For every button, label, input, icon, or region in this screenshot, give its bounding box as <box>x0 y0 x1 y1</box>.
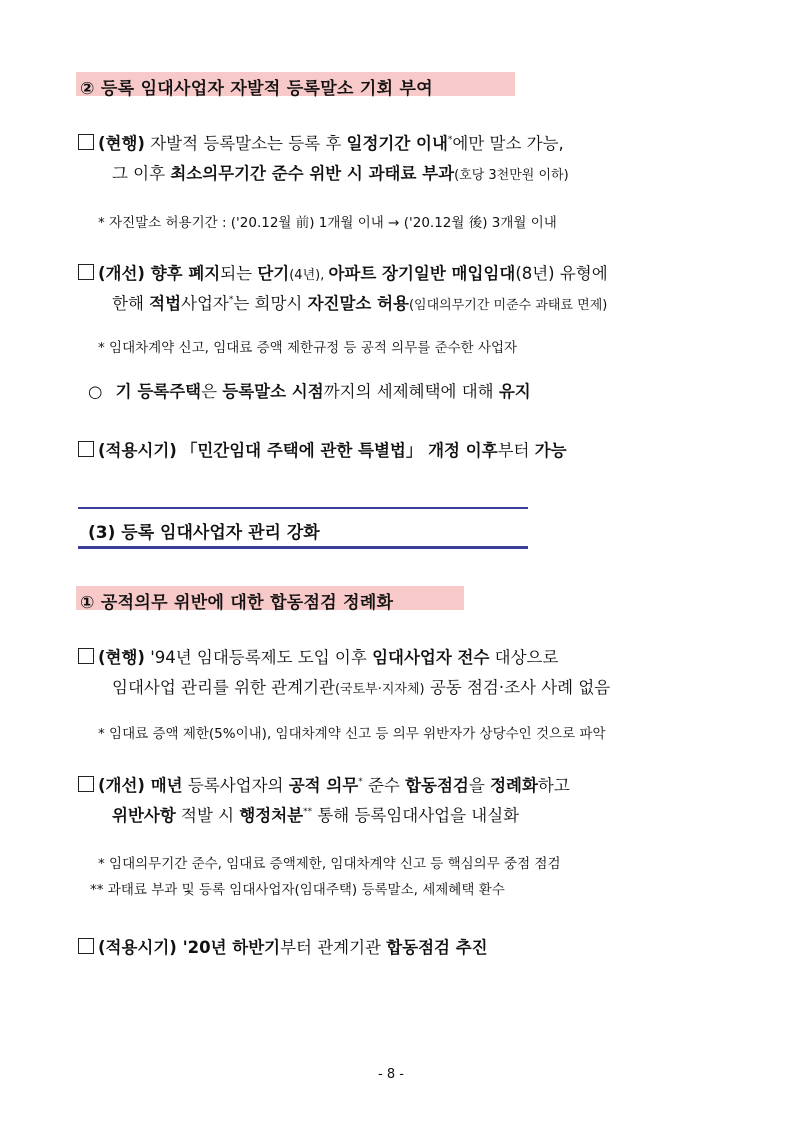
text: 은 <box>201 382 223 401</box>
subsection-heading-1: ① 공적의무 위반에 대한 합동점검 정례화 <box>80 593 394 613</box>
circle-bullet-line <box>88 384 531 401</box>
apply-line-1 <box>78 441 567 460</box>
tag-improve: (개선) <box>98 776 145 795</box>
section-3-title: (3) 등록 임대사업자 관리 강화 <box>88 523 320 543</box>
text: 부터 <box>497 441 535 460</box>
improve-line-2 <box>112 296 607 313</box>
current2-line-2 <box>112 680 610 697</box>
text: 을 <box>468 776 491 795</box>
checkbox-square-icon <box>78 776 94 792</box>
page-number: - 8 - <box>378 1067 404 1082</box>
text: (호당 3천만원 이하) <box>454 168 569 183</box>
text: (국토부·지자체) <box>334 682 425 697</box>
emphasis: 행정처분 <box>239 806 304 825</box>
emphasis: 위반사항 <box>112 806 176 825</box>
tag-current: (현행) <box>98 648 145 667</box>
text: 준수 <box>362 776 406 795</box>
footnote-mark: * <box>228 295 234 305</box>
emphasis: 합동점검 <box>405 776 469 795</box>
text: (8년) 유형에 <box>515 264 608 283</box>
text: 는 희망시 <box>233 294 308 313</box>
checkbox-square-icon <box>78 264 94 280</box>
current-line-2 <box>112 166 569 183</box>
footnote-mark: ** <box>303 807 313 817</box>
emphasis: 합동점검 추진 <box>386 938 488 957</box>
emphasis: 적법 <box>149 294 182 313</box>
emphasis: '20년 하반기 <box>176 938 281 957</box>
emphasis: 향후 폐지 <box>144 264 221 283</box>
checkbox-square-icon <box>78 648 94 664</box>
footnote-mark: * <box>358 777 363 787</box>
text: 자발적 등록말소는 등록 후 <box>144 134 347 153</box>
text: 하고 <box>537 776 570 795</box>
emphasis: 일정기간 이내 <box>346 134 448 153</box>
emphasis: 자진말소 허용 <box>307 294 409 313</box>
text: 등록사업자의 <box>182 776 289 795</box>
checkbox-square-icon <box>78 938 94 954</box>
current-line-1 <box>78 134 564 153</box>
subsection-heading-2: ② 등록 임대사업자 자발적 등록말소 기회 부여 <box>80 79 433 99</box>
emphasis: 최소의무기간 준수 위반 시 과태료 부과 <box>170 164 455 183</box>
text: '94년 임대등록제도 도입 이후 <box>144 648 373 667</box>
improve-line-1 <box>78 264 608 283</box>
emphasis: 매년 <box>144 776 183 795</box>
text: 사업자 <box>181 294 229 313</box>
emphasis: 공적 의무 <box>288 776 359 795</box>
emphasis: 단기 <box>257 264 290 283</box>
emphasis: 유지 <box>498 382 531 401</box>
footnote-current2: * 임대료 증액 제한(5%이내), 임대차계약 신고 등 의무 위반자가 상당수인 것으로 파악 <box>98 726 606 742</box>
text: 에만 말소 가능, <box>452 134 564 153</box>
footnote-improve2-b: ** 과태료 부과 및 등록 임대사업자(임대주택) 등록말소, 세제혜택 환수 <box>90 882 505 898</box>
tag-current: (현행) <box>98 134 145 153</box>
section-3-header <box>78 507 528 549</box>
text: 한해 <box>112 294 150 313</box>
text: 대상으로 <box>489 648 559 667</box>
footnote-current: * 자진말소 허용기간 : ('20.12월 前) 1개월 이내 → ('20.12월 後) 3개월 이내 <box>98 215 557 231</box>
emphasis: 가능 <box>534 441 567 460</box>
circle-bullet-icon: ○ <box>88 382 103 401</box>
text: 부터 관계기관 <box>280 938 387 957</box>
emphasis: 정례화 <box>490 776 538 795</box>
emphasis: 기 등록주택 <box>115 382 202 401</box>
emphasis: 등록말소 시점 <box>222 382 324 401</box>
improve2-line-1 <box>78 776 570 795</box>
emphasis: 아파트 장기일반 매입임대 <box>328 264 516 283</box>
text: (4년), <box>289 268 329 283</box>
tag-apply: (적용시기) <box>98 441 177 460</box>
text: 통해 등록임대사업을 내실화 <box>312 806 520 825</box>
footnote-improve: * 임대차계약 신고, 임대료 증액 제한규정 등 공적 의무를 준수한 사업자 <box>98 340 518 356</box>
text: 공동 점검·조사 사례 없음 <box>424 678 611 697</box>
emphasis: 「민간임대 주택에 관한 특별법」 개정 이후 <box>180 441 498 460</box>
current2-line-1 <box>78 648 558 667</box>
text: 적발 시 <box>175 806 240 825</box>
tag-apply: (적용시기) <box>98 938 177 957</box>
footnote-improve2-a: * 임대의무기간 준수, 임대료 증액제한, 임대차계약 신고 등 핵심의무 중점 점검 <box>98 856 561 872</box>
improve2-line-2 <box>112 808 519 825</box>
text: 되는 <box>220 264 258 283</box>
emphasis: 임대사업자 전수 <box>372 648 490 667</box>
checkbox-square-icon <box>78 441 94 457</box>
checkbox-square-icon <box>78 134 94 150</box>
text: 까지의 세제혜택에 대해 <box>323 382 499 401</box>
footnote-mark: * <box>447 135 453 145</box>
text: 그 이후 <box>112 164 171 183</box>
text: 임대사업 관리를 위한 관계기관 <box>112 678 335 697</box>
apply2-line-1 <box>78 938 488 957</box>
text: (임대의무기간 미준수 과태료 면제) <box>408 298 608 313</box>
tag-improve: (개선) <box>98 264 145 283</box>
